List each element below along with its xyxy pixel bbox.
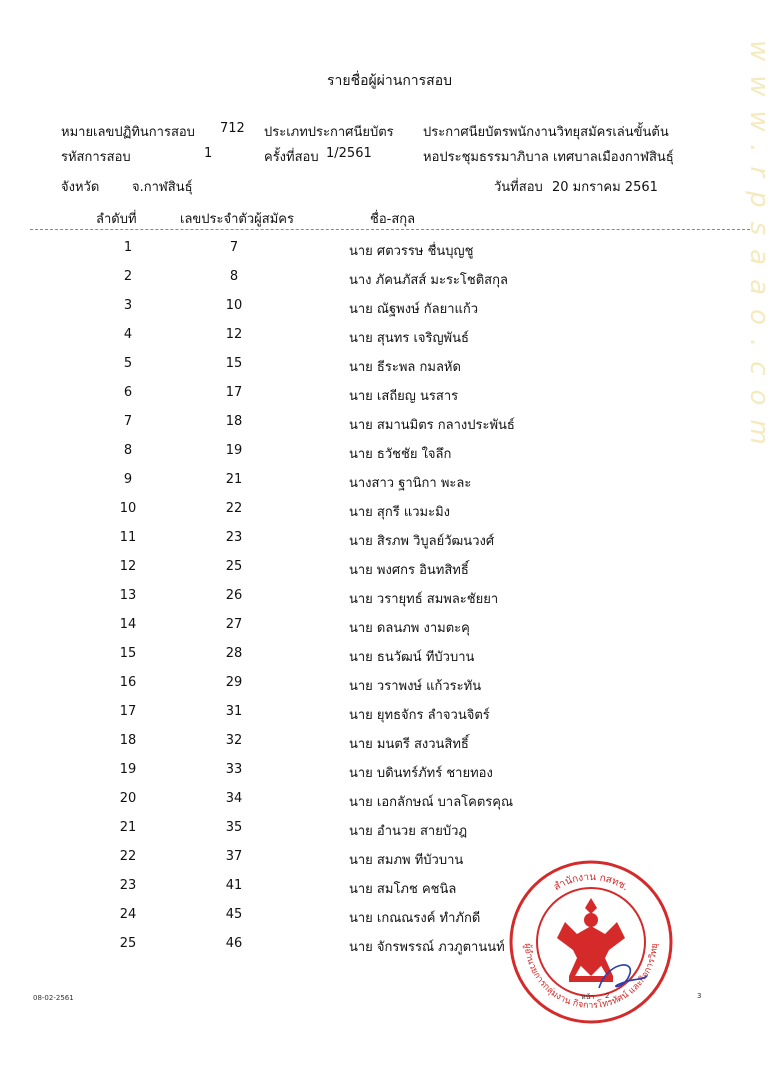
row-number: 22 (119, 849, 137, 864)
watermark-text: www.rpsaao.com (744, 40, 774, 459)
row-number: 3 (123, 298, 133, 313)
row-number: 19 (119, 762, 137, 777)
row-number: 23 (119, 878, 137, 893)
applicant-id: 34 (225, 791, 243, 806)
row-number: 15 (119, 646, 137, 661)
row-number: 11 (119, 530, 137, 545)
applicant-name: นาย อำนวย สายบัวฎ (349, 824, 468, 839)
applicant-name: นาย สุกรี แวมะมิง (349, 505, 451, 520)
applicant-id: 26 (225, 588, 243, 603)
permit-value: 712 (220, 121, 245, 136)
round-label: ครั้งที่สอบ (264, 150, 319, 165)
applicant-name: นาย สุนทร เจริญพันธ์ (349, 331, 469, 346)
applicant-id: 19 (225, 443, 243, 458)
applicant-id: 7 (229, 240, 239, 255)
row-number: 9 (123, 472, 133, 487)
applicant-name: นาย สมานมิตร กลางประพันธ์ (349, 418, 515, 433)
table-row (0, 646, 779, 675)
applicant-name: นาย ณัฐพงษ์ กัลยาแก้ว (349, 302, 479, 317)
row-number: 1 (123, 240, 133, 255)
page-label: หน้า (581, 993, 595, 1001)
table-row (0, 414, 779, 443)
applicant-id: 46 (225, 936, 243, 951)
applicant-id: 12 (225, 327, 243, 342)
table-row (0, 298, 779, 327)
applicant-name: นาย เกณณรงค์ ทำภักดี (349, 911, 481, 926)
type-label: ประเภทประกาศนียบัตร (264, 125, 394, 140)
row-number: 13 (119, 588, 137, 603)
row-number: 18 (119, 733, 137, 748)
applicant-name: นาย เอกลักษณ์ บาลโคตรคุณ (349, 795, 514, 810)
column-header-no: ลำดับที่ (96, 212, 137, 227)
table-row (0, 617, 779, 646)
row-number: 17 (119, 704, 137, 719)
venue-value: หอประชุมธรรมาภิบาล เทศบาลเมืองกาฬสินธุ์ (423, 150, 674, 165)
applicant-name: นาย สมภพ ทีบัวบาน (349, 853, 464, 868)
applicant-id: 22 (225, 501, 243, 516)
page-total: 3 (697, 992, 702, 1000)
row-number: 6 (123, 385, 133, 400)
table-row (0, 385, 779, 414)
applicant-name: นาย บดินทร์ภัทร์ ชายทอง (349, 766, 493, 781)
applicant-name: นาย สิรภพ วิบูลย์วัฒนวงศ์ (349, 534, 495, 549)
table-row (0, 327, 779, 356)
table-row (0, 820, 779, 849)
table-row (0, 733, 779, 762)
table-row (0, 443, 779, 472)
applicant-name: นางสาว ฐานิกา พะละ (349, 476, 472, 491)
row-number: 2 (123, 269, 133, 284)
applicant-name: นาย มนตรี สงวนสิทธิ์ (349, 737, 469, 752)
row-number: 20 (119, 791, 137, 806)
row-number: 21 (119, 820, 137, 835)
province-value: จ.กาฬสินธุ์ (132, 180, 193, 195)
applicant-id: 23 (225, 530, 243, 545)
header-divider (30, 229, 750, 230)
row-number: 24 (119, 907, 137, 922)
applicant-id: 41 (225, 878, 243, 893)
applicant-id: 35 (225, 820, 243, 835)
applicant-id: 17 (225, 385, 243, 400)
page-title: รายชื่อผู้ผ่านการสอบ (326, 73, 453, 89)
table-row (0, 704, 779, 733)
type-value: ประกาศนียบัตรพนักงานวิทยุสมัครเล่นขั้นต้น (423, 125, 669, 140)
applicant-name: นาย วรายุทธ์ สมพละชัยยา (349, 592, 499, 607)
row-number: 7 (123, 414, 133, 429)
row-number: 10 (119, 501, 137, 516)
column-header-id: เลขประจำตัวผู้สมัคร (180, 212, 294, 227)
table-row (0, 559, 779, 588)
applicant-name: นาย ธวัชชัย ใจลึก (349, 447, 452, 462)
applicant-id: 33 (225, 762, 243, 777)
applicant-id: 29 (225, 675, 243, 690)
applicant-id: 45 (225, 907, 243, 922)
row-number: 12 (119, 559, 137, 574)
applicant-name: นาย วราพงษ์ แก้วระทัน (349, 679, 482, 694)
table-row (0, 791, 779, 820)
applicant-name: นาย ศตวรรษ ชื่นบุญชู (349, 244, 474, 259)
permit-label: หมายเลขปฏิทินการสอบ (61, 125, 195, 140)
applicant-id: 32 (225, 733, 243, 748)
table-row (0, 762, 779, 791)
row-number: 4 (123, 327, 133, 342)
row-number: 25 (119, 936, 137, 951)
code-label: รหัสการสอบ (61, 150, 131, 165)
seal-bottom-text: ผู้อำนวยการกลุ่มงาน กิจการโทรทัศน์ และกิจการวิทยุ (521, 943, 661, 1012)
table-row (0, 472, 779, 501)
applicant-name: นาย ดลนภพ งามตะคุ (349, 621, 470, 636)
applicant-id: 31 (225, 704, 243, 719)
applicant-id: 10 (225, 298, 243, 313)
svg-text:สำนักงาน กสทช. (552, 872, 630, 893)
applicant-id: 8 (229, 269, 239, 284)
code-value: 1 (204, 146, 213, 161)
applicant-name: นาย จักรพรรณ์ ภวภูตานนท์ (349, 940, 505, 955)
table-row (0, 269, 779, 298)
row-number: 16 (119, 675, 137, 690)
applicant-id: 28 (225, 646, 243, 661)
applicant-name: นาย พงศกร อินทสิทธิ์ (349, 563, 469, 578)
garuda-emblem-icon (557, 898, 625, 982)
table-row (0, 356, 779, 385)
table-row (0, 530, 779, 559)
table-row (0, 501, 779, 530)
applicant-id: 25 (225, 559, 243, 574)
page-number: 2 (605, 992, 610, 1000)
row-number: 14 (119, 617, 137, 632)
applicant-name: นาย ยุทธจักร ลำจวนจิตร์ (349, 708, 490, 723)
table-row (0, 588, 779, 617)
date-value: 20 มกราคม 2561 (552, 180, 658, 195)
document-date: 08-02-2561 (33, 994, 74, 1002)
row-number: 5 (123, 356, 133, 371)
applicant-name: นาง ภัคนภัสส์ มะระโชติสกุล (349, 273, 508, 288)
applicant-id: 37 (225, 849, 243, 864)
row-number: 8 (123, 443, 133, 458)
applicant-id: 18 (225, 414, 243, 429)
applicant-name: นาย ธนวัฒน์ ทีบัวบาน (349, 650, 475, 665)
table-row (0, 240, 779, 269)
applicant-id: 15 (225, 356, 243, 371)
seal-top-text: สำนักงาน กสทช. (552, 871, 631, 894)
applicant-name: นาย ธีระพล กมลหัด (349, 360, 461, 375)
column-header-name: ชื่อ-สกุล (370, 212, 416, 227)
applicant-name: นาย สมโภช คชนิล (349, 882, 457, 897)
date-label: วันที่สอบ (494, 180, 543, 195)
applicant-name: นาย เสถียญ นรสาร (349, 389, 459, 404)
round-value: 1/2561 (326, 146, 372, 161)
province-label: จังหวัด (61, 180, 100, 195)
applicant-id: 27 (225, 617, 243, 632)
table-row (0, 675, 779, 704)
applicant-id: 21 (225, 472, 243, 487)
